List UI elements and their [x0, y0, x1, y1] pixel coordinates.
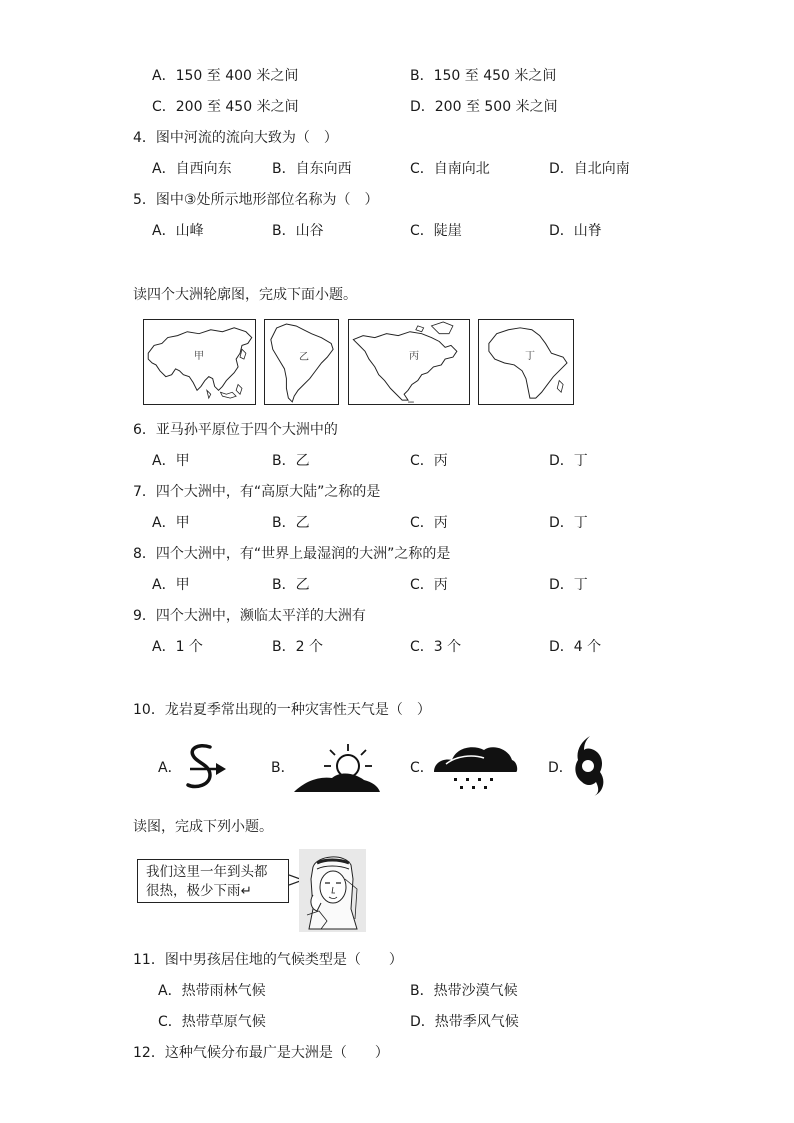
north-america-outline-icon: [349, 320, 469, 404]
q11-option-d: D．热带季风气候: [410, 1014, 519, 1030]
q4-option-b: B．自东向西: [272, 161, 352, 177]
q10-option-a: A．: [158, 760, 182, 776]
section2-intro: 读图，完成下列小题。: [133, 819, 273, 835]
q3-option-a: A．150 至 400 米之间: [152, 68, 299, 84]
sandstorm-icon: [182, 741, 230, 793]
q11-option-a: A．热带雨林气候: [158, 983, 266, 999]
q5-option-c: C．陡崖: [410, 223, 462, 239]
q8-option-a: A．甲: [152, 577, 190, 593]
q3-option-c: C．200 至 450 米之间: [152, 99, 299, 115]
map-label-jia: 甲: [194, 351, 204, 362]
q9-option-a: A．1 个: [152, 639, 203, 655]
sunny-icon: [294, 740, 380, 794]
section1-intro: 读四个大洲轮廓图，完成下面小题。: [133, 287, 357, 303]
map-label-yi: 乙: [299, 352, 309, 363]
q3-option-b: B．150 至 450 米之间: [410, 68, 557, 84]
map-label-bing: 丙: [409, 351, 419, 362]
q7-option-d: D．丁: [549, 515, 588, 531]
q4-option-c: C．自南向北: [410, 161, 490, 177]
q10-option-c: C．: [410, 760, 434, 776]
speech-line-1: 我们这里一年到头都: [146, 864, 268, 880]
q5-option-d: D．山脊: [549, 223, 602, 239]
continent-map-north-america: [348, 319, 470, 405]
q10-option-b: B．: [271, 760, 295, 776]
continent-map-asia: [143, 319, 256, 405]
q12-stem: 12．这种气候分布最广是大洲是（ ）: [133, 1045, 389, 1061]
q5-option-b: B．山谷: [272, 223, 324, 239]
q8-option-b: B．乙: [272, 577, 310, 593]
boy-illustration: [299, 849, 366, 932]
q5-stem: 5．图中③处所示地形部位名称为（ ）: [133, 192, 379, 208]
q6-option-d: D．丁: [549, 453, 588, 469]
q4-stem: 4．图中河流的流向大致为（ ）: [133, 130, 338, 146]
q3-option-d: D．200 至 500 米之间: [410, 99, 558, 115]
speech-line-2: 很热，极少下雨↵: [146, 883, 252, 899]
asia-outline-icon: [144, 320, 255, 404]
q7-option-c: C．丙: [410, 515, 448, 531]
q11-option-b: B．热带沙漠气候: [410, 983, 518, 999]
q11-option-c: C．热带草原气候: [158, 1014, 266, 1030]
q7-option-b: B．乙: [272, 515, 310, 531]
speech-bubble: [137, 859, 289, 903]
q6-option-c: C．丙: [410, 453, 448, 469]
q10-option-d: D．: [548, 760, 573, 776]
q5-option-a: A．山峰: [152, 223, 204, 239]
q9-stem: 9．四个大洲中，濒临太平洋的大洲有: [133, 608, 366, 624]
q9-option-b: B．2 个: [272, 639, 323, 655]
snow-cloud-icon: [432, 740, 518, 794]
map-label-ding: 丁: [525, 351, 535, 362]
q8-option-c: C．丙: [410, 577, 448, 593]
continent-map-africa: [478, 319, 574, 405]
africa-outline-icon: [479, 320, 573, 404]
continent-map-south-america: [264, 319, 339, 405]
q10-stem: 10．龙岩夏季常出现的一种灾害性天气是（ ）: [133, 702, 431, 718]
q6-option-b: B．乙: [272, 453, 310, 469]
typhoon-icon: [570, 734, 606, 798]
q4-option-d: D．自北向南: [549, 161, 630, 177]
q8-stem: 8．四个大洲中，有“世界上最湿润的大洲”之称的是: [133, 546, 451, 562]
q6-option-a: A．甲: [152, 453, 190, 469]
q7-stem: 7．四个大洲中，有“高原大陆”之称的是: [133, 484, 381, 500]
q9-option-c: C．3 个: [410, 639, 462, 655]
q6-stem: 6．亚马孙平原位于四个大洲中的: [133, 422, 338, 438]
q8-option-d: D．丁: [549, 577, 588, 593]
q11-stem: 11．图中男孩居住地的气候类型是（ ）: [133, 952, 403, 968]
q7-option-a: A．甲: [152, 515, 190, 531]
q4-option-a: A．自西向东: [152, 161, 232, 177]
q9-option-d: D．4 个: [549, 639, 602, 655]
